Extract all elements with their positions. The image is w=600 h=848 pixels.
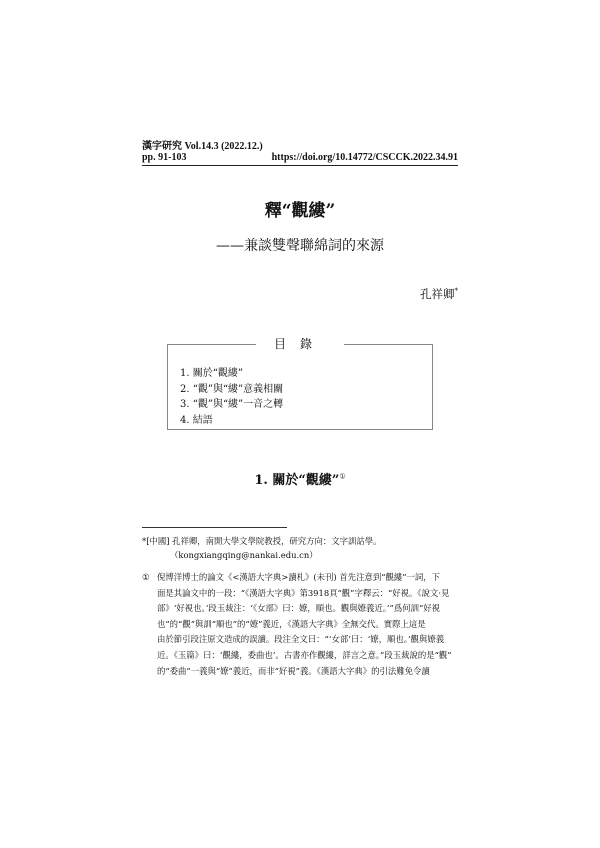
- footnote-line: 也”的“觀”與訓“順也”的“嫽”義近，《漢語大字典》全無交代。實際上這是: [157, 618, 426, 629]
- toc-item: 3. “觀”與“縷”一音之轉: [180, 399, 284, 410]
- page-range: pp. 91-103: [142, 152, 187, 163]
- journal-info: 漢字研究 Vol.14.3 (2022.12.): [142, 141, 263, 152]
- toc-list: [180, 366, 283, 428]
- footnote-line: 面是其論文中的一段：“《漢語大字典》第3918頁“觀”字釋云：“好視。《說文·見: [157, 587, 450, 598]
- paper-title: 釋“觀縷”: [264, 201, 336, 221]
- footnote-line: 倪博洋博士的論文《<漢語大字典>讀札》(未刊) 首先注意到“觀縷”一詞，下: [157, 572, 441, 582]
- footnote-rule: [142, 527, 287, 528]
- author-affiliation: *[中國] 孔祥卿，南開大學文學院教授，研究方向：文字訓詁學。: [142, 536, 382, 546]
- section-heading: [0, 469, 600, 488]
- footnote-text: [157, 570, 460, 679]
- footnote-line: 部》‘好視也。’段玉裁注：‘《女部》曰：嫽，順也。觀與嫽義近。’”爲何訓“好視: [157, 603, 440, 614]
- header-rule: [142, 165, 458, 166]
- toc-title-row: [0, 335, 600, 352]
- toc-title: 目錄: [256, 337, 344, 351]
- toc-item: 1. 關於“觀縷”: [180, 368, 243, 379]
- footnote-number: ①: [142, 572, 150, 582]
- toc-item: 2. “觀”與“縷”意義相關: [180, 383, 284, 395]
- doi-link[interactable]: https://doi.org/10.14772/CSCCK.2022.34.91: [271, 152, 458, 163]
- footnote-ref: ①: [339, 472, 346, 481]
- footnote-line: 由於節引段注原文造成的誤讀。段注全文曰：“‘女部’曰：‘嫽，順也。’觀與嫽義: [157, 634, 445, 645]
- author-name: 孔祥卿: [420, 287, 455, 301]
- section-title: 1. 關於“觀縷”: [254, 473, 340, 488]
- footnote-line: 的“委曲”一義與“嫽”義近，而非“好視”義。《漢語大字典》的引法難免令讀: [157, 665, 430, 676]
- paper-subtitle: ——兼談雙聲聯綿詞的來源: [216, 238, 384, 254]
- author: [420, 286, 458, 302]
- author-email: （kongxiangqing@nankai.edu.cn）: [170, 550, 318, 560]
- toc-item: 4. 結語: [180, 414, 213, 426]
- author-footnote: [142, 534, 462, 562]
- author-footnote-mark: *: [454, 287, 458, 296]
- footnote-line: 近。《玉篇》曰：‘觀縷，委曲也’。古書亦作觀縷，詳言之意。”段玉裁說的是“觀”: [157, 649, 452, 660]
- footnote-1: [142, 570, 460, 679]
